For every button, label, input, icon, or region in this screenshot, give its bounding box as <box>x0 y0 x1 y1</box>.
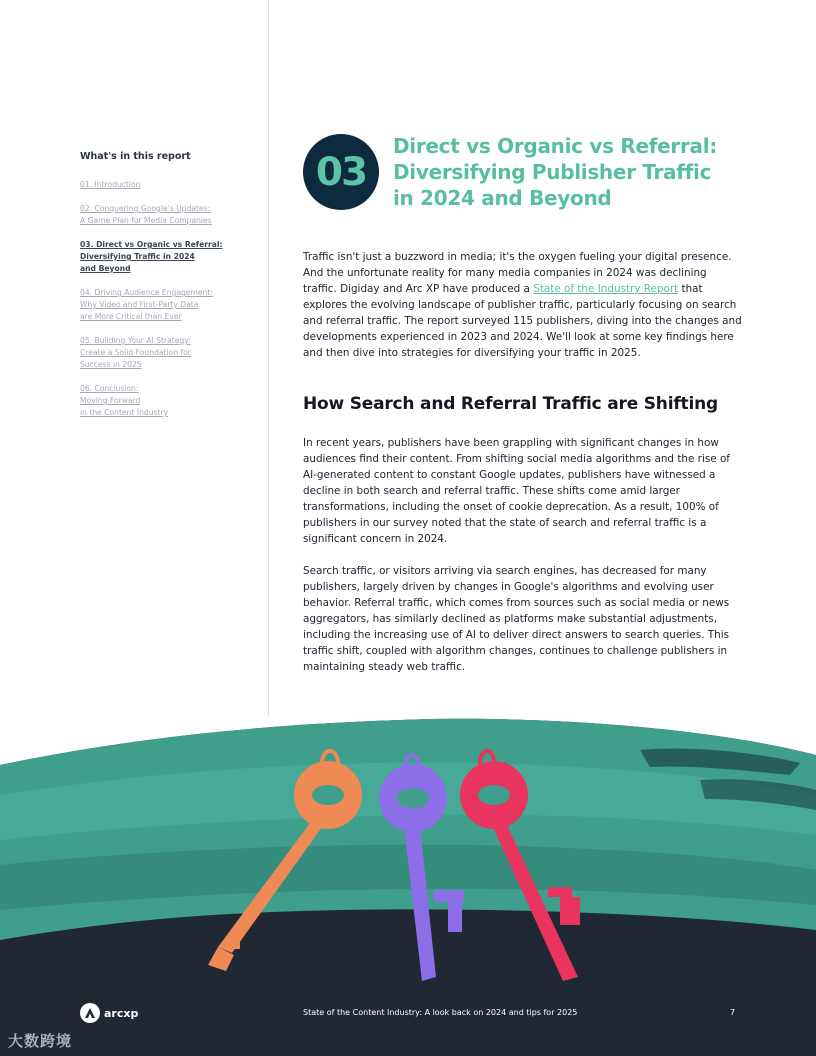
toc-item-traffic[interactable]: 03. Direct vs Organic vs Referral: Diversifying Traffic in 2024 and Beyond <box>80 240 223 273</box>
toc-item-ai-strategy[interactable]: 05. Building Your AI Strategy: Create a Solid Foundation for Success in 2025 <box>80 336 191 369</box>
section-number: 03 <box>315 149 367 195</box>
body-paragraph: Search traffic, or visitors arriving via search engines, has decreased for many publishers, largely driven by changes in Google's algorithms and evolving user behavior. Referral traffic, which comes from sources such as social media or news aggregators, has similarly declined as platforms make substantial adjustments, including the increasing use of AI to deliver direct answers to search queries. This traffic shift, coupled with algorithm changes, continues to challenge publishers in maintaining steady web traffic. <box>303 565 730 673</box>
watermark-text: 大数跨境 <box>8 1032 73 1050</box>
page-number: 7 <box>730 1008 736 1017</box>
toc-item-audience-engagement[interactable]: 04. Driving Audience Engagement: Why Video and First-Party Data are More Critical than Ever <box>80 288 213 321</box>
table-of-contents <box>80 151 255 431</box>
arcxp-logo-icon <box>80 1003 100 1023</box>
subheading: How Search and Referral Traffic are Shifting <box>303 394 718 414</box>
watermark <box>8 1030 72 1051</box>
toc-item-conclusion[interactable]: 06. Conclusion: Moving Forward in the Content Industry <box>80 384 169 417</box>
section-number-badge <box>303 134 379 210</box>
toc-item-introduction[interactable]: 01. Introduction <box>80 180 141 189</box>
arcxp-logo-text: arcxp <box>104 1006 139 1020</box>
industry-report-link[interactable]: State of the Industry Report <box>533 283 679 295</box>
footer-caption: State of the Content Industry: A look back on 2024 and tips for 2025 <box>303 1008 578 1017</box>
column-divider <box>268 0 269 720</box>
intro-paragraph <box>303 249 743 361</box>
toc-item-google-updates[interactable]: 02. Conquering Google's Updates: A Game Plan for Media Companies <box>80 204 212 225</box>
body-paragraph: In recent years, publishers have been grappling with significant changes in how audiences find their content. From shifting social media algorithms and the rise of AI-generated content to constant Google updates, publishers have witnessed a decline in both search and referral traffic. These shifts come amid larger transformations, including the onset of cookie deprecation. As a result, 100% of publishers in our survey noted that the state of search and referral traffic is a significant concern in 2024. <box>303 437 730 545</box>
arcxp-logo <box>80 1003 138 1023</box>
section-title: Direct vs Organic vs Referral: Diversifying Publisher Traffic in 2024 and Beyond <box>393 134 717 210</box>
intro-text-before: Traffic isn't just a buzzword in media; it's the oxygen fueling your digital presence. And the unfortunate reality for many media companies in 2024 was declining traffic. Digiday and Arc XP have produced a <box>303 251 732 295</box>
intro-text-after: that explores the evolving landscape of publisher traffic, particularly focusing on search and referral traffic. The report surveyed 115 publishers, diving into the changes and developments experienced in 2023 and 2024. We'll look at some key findings here and then dive into strategies for diversifying your traffic in 2025. <box>303 283 742 359</box>
toc-heading: What's in this report <box>80 151 191 162</box>
